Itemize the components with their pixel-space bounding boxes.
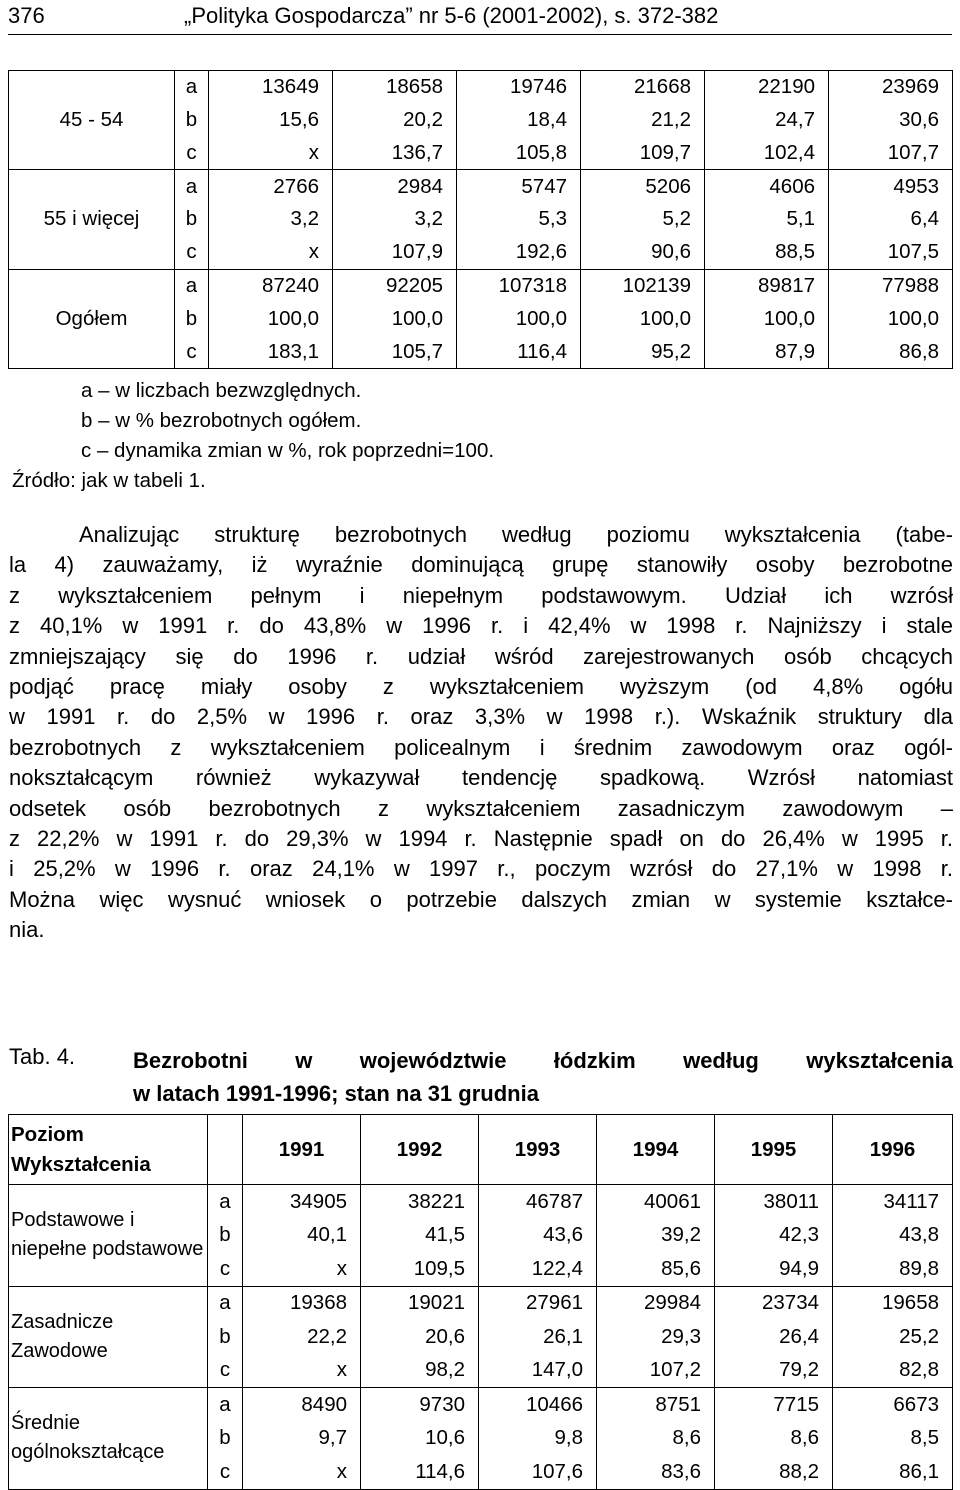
row-key: b <box>175 104 209 137</box>
paragraph-line: z wykształceniem pełnym i niepełnym podstawowym. Udział ich wzrósł <box>9 582 953 608</box>
table-cell: 94,9 <box>715 1252 833 1286</box>
table-title-line-2: w latach 1991-1996; stan na 31 grudnia <box>133 1081 539 1106</box>
table-cell: 83,6 <box>597 1455 715 1489</box>
table-cell: 107,6 <box>479 1455 597 1489</box>
table-cell: x <box>209 236 333 269</box>
table-cell: 2984 <box>333 170 457 203</box>
paragraph-line: bezrobotnych z wykształceniem policealnym i średnim zawodowym oraz ogól- <box>9 734 953 760</box>
table-cell: 40,1 <box>243 1219 361 1253</box>
table-cell: 3,2 <box>333 203 457 236</box>
paragraph-line: Analizując strukturę bezrobotnych według poziomu wykształcenia (tabe- <box>79 522 953 547</box>
table-cell: 2766 <box>209 170 333 203</box>
table-cell: 87,9 <box>705 335 829 368</box>
table-cell: 18,4 <box>457 104 581 137</box>
group-label: Średnie ogólnokształcące <box>9 1388 208 1490</box>
table-cell: 88,5 <box>705 236 829 269</box>
body-paragraph <box>9 520 953 945</box>
table-3-continued <box>8 70 953 369</box>
group-label: Zasadnicze Zawodowe <box>9 1286 208 1388</box>
table-cell: 5,1 <box>705 203 829 236</box>
paragraph-line: Można więc wysnuć wniosek o potrzebie dalszych zmian w systemie kształce- <box>9 886 953 912</box>
table-cell: 29984 <box>597 1286 715 1320</box>
table-cell: 5747 <box>457 170 581 203</box>
table-cell: 20,2 <box>333 104 457 137</box>
table-cell: 8,6 <box>597 1422 715 1456</box>
row-key: b <box>208 1320 243 1354</box>
table-cell: 43,6 <box>479 1219 597 1253</box>
table-cell: 6,4 <box>829 203 953 236</box>
table-row <box>9 1286 953 1320</box>
table-cell: x <box>243 1354 361 1388</box>
table-cell: 107,9 <box>333 236 457 269</box>
table-cell: 4953 <box>829 170 953 203</box>
table-cell: 92205 <box>333 269 457 302</box>
table-cell: 8,5 <box>833 1422 953 1456</box>
note-a: a – w liczbach bezwzględnych. <box>81 379 362 402</box>
note-b: b – w % bezrobotnych ogółem. <box>81 409 362 432</box>
table-cell: 109,7 <box>581 137 705 170</box>
table-cell: 20,6 <box>361 1320 479 1354</box>
table-cell: 82,8 <box>833 1354 953 1388</box>
row-key: a <box>208 1286 243 1320</box>
table-cell: 100,0 <box>581 303 705 336</box>
table-label: Tab. 4. <box>9 1044 76 1069</box>
table-cell: 41,5 <box>361 1219 479 1253</box>
row-key: c <box>175 236 209 269</box>
table-cell: 102139 <box>581 269 705 302</box>
table-cell: 19746 <box>457 71 581 104</box>
table-cell: 5,3 <box>457 203 581 236</box>
row-key: a <box>208 1185 243 1219</box>
column-header-level: Poziom Wykształcenia <box>9 1115 208 1185</box>
table-cell: 8751 <box>597 1388 715 1422</box>
table-row <box>9 71 953 104</box>
table-row <box>9 170 953 203</box>
table-row <box>9 269 953 302</box>
table-row <box>9 1388 953 1422</box>
table-cell: 18658 <box>333 71 457 104</box>
table-cell: 26,1 <box>479 1320 597 1354</box>
table-cell: 21,2 <box>581 104 705 137</box>
row-key: a <box>175 269 209 302</box>
paragraph-line: z 22,2% w 1991 r. do 29,3% w 1994 r. Następnie spadł on do 26,4% w 1995 r. <box>9 825 953 851</box>
table-cell: 26,4 <box>715 1320 833 1354</box>
table-cell: 86,8 <box>829 335 953 368</box>
table-cell: 5206 <box>581 170 705 203</box>
table-cell: 109,5 <box>361 1252 479 1286</box>
table-cell: 30,6 <box>829 104 953 137</box>
row-key: c <box>208 1455 243 1489</box>
table-cell: 9,8 <box>479 1422 597 1456</box>
table-cell: 38221 <box>361 1185 479 1219</box>
table-cell: x <box>243 1455 361 1489</box>
column-header-year: 1995 <box>715 1115 833 1185</box>
table-cell: 23969 <box>829 71 953 104</box>
table-cell: 27961 <box>479 1286 597 1320</box>
note-c: c – dynamika zmian w %, rok poprzedni=100. <box>81 439 495 462</box>
table-cell: 19368 <box>243 1286 361 1320</box>
row-key: a <box>208 1388 243 1422</box>
table-cell: x <box>243 1252 361 1286</box>
table-cell: 4606 <box>705 170 829 203</box>
table-cell: 5,2 <box>581 203 705 236</box>
table-cell: 43,8 <box>833 1219 953 1253</box>
table-cell: 10466 <box>479 1388 597 1422</box>
row-key: b <box>175 203 209 236</box>
table-cell: 22190 <box>705 71 829 104</box>
table-cell: 147,0 <box>479 1354 597 1388</box>
table-cell: 107,2 <box>597 1354 715 1388</box>
table-cell: 6673 <box>833 1388 953 1422</box>
table-cell: 100,0 <box>457 303 581 336</box>
table-cell: 88,2 <box>715 1455 833 1489</box>
table-cell: 107,5 <box>829 236 953 269</box>
table-cell: 24,7 <box>705 104 829 137</box>
table-cell: 114,6 <box>361 1455 479 1489</box>
table-cell: 122,4 <box>479 1252 597 1286</box>
column-header-year: 1992 <box>361 1115 479 1185</box>
table-cell: 46787 <box>479 1185 597 1219</box>
table-cell: 15,6 <box>209 104 333 137</box>
table-row <box>9 1185 953 1219</box>
table-cell: 19658 <box>833 1286 953 1320</box>
table-cell: 34905 <box>243 1185 361 1219</box>
table-cell: 7715 <box>715 1388 833 1422</box>
table-cell: 95,2 <box>581 335 705 368</box>
table-title-line-1: Bezrobotni w województwie łódzkim według wykształcenia <box>133 1048 953 1073</box>
row-key: a <box>175 71 209 104</box>
table-cell: 9730 <box>361 1388 479 1422</box>
column-header-year: 1994 <box>597 1115 715 1185</box>
table-cell: 90,6 <box>581 236 705 269</box>
table-cell: 9,7 <box>243 1422 361 1456</box>
table-cell: 107318 <box>457 269 581 302</box>
column-header-key <box>208 1115 243 1185</box>
group-label: 45 - 54 <box>9 71 175 170</box>
row-key: b <box>208 1219 243 1253</box>
table-cell: 8490 <box>243 1388 361 1422</box>
table-cell: 87240 <box>209 269 333 302</box>
table-cell: 100,0 <box>829 303 953 336</box>
table-cell: 79,2 <box>715 1354 833 1388</box>
page-number: 376 <box>8 3 45 28</box>
paragraph-line: z 40,1% w 1991 r. do 43,8% w 1996 r. i 42,4% w 1998 r. Najniższy i stale <box>9 613 953 639</box>
table-title <box>133 1044 953 1110</box>
paragraph-line: zmniejszający się do 1996 r. udział wśród zarejestrowanych osób chcących <box>9 643 953 669</box>
table-cell: 89817 <box>705 269 829 302</box>
row-key: c <box>208 1252 243 1286</box>
group-label: Ogółem <box>9 269 175 368</box>
note-source: Źródło: jak w tabeli 1. <box>12 469 206 492</box>
paragraph-line: w 1991 r. do 2,5% w 1996 r. oraz 3,3% w 1998 r.). Wskaźnik struktury dla <box>9 704 953 730</box>
table-cell: 25,2 <box>833 1320 953 1354</box>
table-cell: 98,2 <box>361 1354 479 1388</box>
table-cell: 85,6 <box>597 1252 715 1286</box>
table-cell: 22,2 <box>243 1320 361 1354</box>
table-cell: 10,6 <box>361 1422 479 1456</box>
paragraph-line: i 25,2% w 1996 r. oraz 24,1% w 1997 r., poczym wzrósł do 27,1% w 1998 r. <box>9 856 953 882</box>
table-cell: 29,3 <box>597 1320 715 1354</box>
table-header-row <box>9 1115 953 1185</box>
row-key: c <box>175 137 209 170</box>
table-cell: 107,7 <box>829 137 953 170</box>
paragraph-line: podjąć pracę miały osoby z wykształceniem wyższym (od 4,8% ogółu <box>9 673 953 699</box>
table-cell: x <box>209 137 333 170</box>
table-cell: 34117 <box>833 1185 953 1219</box>
table-cell: 192,6 <box>457 236 581 269</box>
column-header-year: 1993 <box>479 1115 597 1185</box>
table-cell: 100,0 <box>209 303 333 336</box>
paragraph-line: la 4) zauważamy, iż wyraźnie dominującą grupę stanowiły osoby bezrobotne <box>9 552 953 578</box>
table-cell: 38011 <box>715 1185 833 1219</box>
paragraph-line: nia. <box>9 917 45 943</box>
table-cell: 183,1 <box>209 335 333 368</box>
table-4 <box>8 1114 953 1490</box>
table-cell: 42,3 <box>715 1219 833 1253</box>
table-cell: 13649 <box>209 71 333 104</box>
group-label: 55 i więcej <box>9 170 175 269</box>
row-key: b <box>208 1422 243 1456</box>
column-header-year: 1991 <box>243 1115 361 1185</box>
table-cell: 86,1 <box>833 1455 953 1489</box>
paragraph-line: nokształcącym również wykazywał tendencję spadkową. Wzrósł natomiast <box>9 765 953 791</box>
row-key: c <box>208 1354 243 1388</box>
table-cell: 40061 <box>597 1185 715 1219</box>
paragraph-line: odsetek osób bezrobotnych z wykształceniem zasadniczym zawodowym – <box>9 795 953 821</box>
table-cell: 21668 <box>581 71 705 104</box>
table-cell: 100,0 <box>705 303 829 336</box>
running-header <box>8 0 952 35</box>
table-notes <box>12 376 494 496</box>
table-cell: 116,4 <box>457 335 581 368</box>
table-cell: 8,6 <box>715 1422 833 1456</box>
group-label: Podstawowe i niepełne podstawowe <box>9 1185 208 1287</box>
row-key: b <box>175 303 209 336</box>
row-key: c <box>175 335 209 368</box>
table-cell: 23734 <box>715 1286 833 1320</box>
table-cell: 77988 <box>829 269 953 302</box>
table-cell: 105,7 <box>333 335 457 368</box>
table-cell: 3,2 <box>209 203 333 236</box>
table-cell: 105,8 <box>457 137 581 170</box>
row-key: a <box>175 170 209 203</box>
table-cell: 19021 <box>361 1286 479 1320</box>
table-cell: 100,0 <box>333 303 457 336</box>
table-cell: 102,4 <box>705 137 829 170</box>
table-cell: 39,2 <box>597 1219 715 1253</box>
journal-citation: „Polityka Gospodarcza” nr 5-6 (2001-2002), s. 372-382 <box>184 3 719 28</box>
column-header-year: 1996 <box>833 1115 953 1185</box>
table-cell: 89,8 <box>833 1252 953 1286</box>
table-cell: 136,7 <box>333 137 457 170</box>
